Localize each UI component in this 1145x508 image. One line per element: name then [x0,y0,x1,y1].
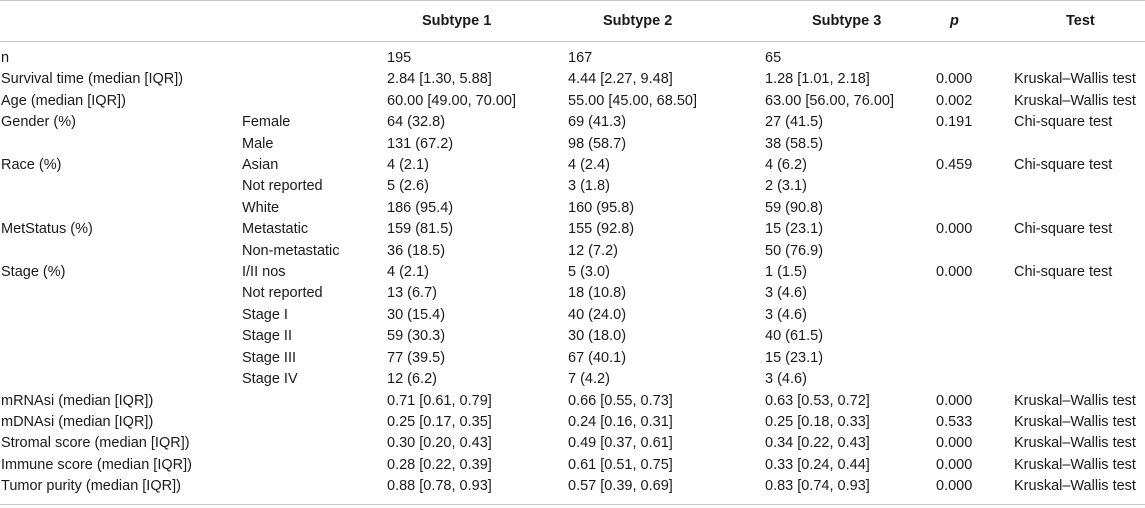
table-row [0,455,1145,476]
level-cell: Stage II [242,328,292,345]
level-cell [242,91,387,112]
variable-cell [0,326,242,347]
subtype-3-cell: 38 (58.5) [765,135,824,152]
p-value-cell [936,369,1014,390]
subtype-1-cell: 60.00 [49.00, 70.00] [387,92,516,109]
subtype-2-cell: 30 (18.0) [568,328,627,345]
subtype-1-cell: 64 (32.8) [387,114,446,131]
table-row [0,69,1145,90]
table-row [0,42,1145,70]
table-row [0,219,1145,240]
subtype-3-cell: 63.00 [56.00, 76.00] [765,92,894,109]
subtype-1-cell: 159 (81.5) [387,221,454,238]
table-row [0,433,1145,454]
subtype-2-cell: 0.66 [0.55, 0.73] [568,392,673,409]
table-row [0,155,1145,176]
level-cell [242,476,387,504]
level-cell: Metastatic [242,221,309,238]
p-value-cell: 0.000 [936,476,1014,504]
variable-cell [0,283,242,304]
test-cell: Kruskal–Wallis test [1014,392,1136,409]
variable-cell [0,369,242,390]
subtype-3-cell: 4 (6.2) [765,157,807,174]
table-row [0,112,1145,133]
table-header [0,1,1145,42]
subtype-2-cell: 7 (4.2) [568,371,610,388]
subtype-2-cell: 0.61 [0.51, 0.75] [568,456,673,473]
subtype-1-cell: 36 (18.5) [387,242,446,259]
table-row [0,305,1145,326]
subtype-3-cell: 15 (23.1) [765,221,824,238]
variable-cell: Stage (%) [1,264,66,281]
variable-cell: Stromal score (median [IQR]) [1,435,190,452]
subtype-2-cell: 98 (58.7) [568,135,627,152]
level-cell: Stage I [242,306,288,323]
level-cell: Female [242,114,291,131]
subtype-2-cell: 0.49 [0.37, 0.61] [568,435,673,452]
header-p-value: p [936,1,1014,42]
header-row [0,1,1145,42]
subtype-2-cell: 69 (41.3) [568,114,627,131]
variable-cell [0,305,242,326]
subtype-2-cell: 67 (40.1) [568,349,627,366]
variable-cell: Survival time (median [IQR]) [1,71,184,88]
subtype-2-cell: 155 (92.8) [568,221,635,238]
test-cell [1014,42,1145,70]
p-value-cell [936,283,1014,304]
subtype-1-cell: 13 (6.7) [387,285,437,302]
p-value-cell [936,198,1014,219]
p-value-cell [936,42,1014,70]
test-cell: Chi-square test [1014,157,1113,174]
p-value-cell [936,348,1014,369]
p-value-cell [936,326,1014,347]
test-cell [1014,134,1145,155]
level-cell: Non-metastatic [242,242,340,259]
variable-cell: n [1,50,10,66]
level-cell [242,69,387,90]
p-value-cell: 0.191 [936,114,973,131]
subtype-2-cell: 3 (1.8) [568,178,610,195]
level-cell: White [242,199,280,216]
variable-cell: Tumor purity (median [IQR]) [0,476,242,504]
subtype-2-cell: 55.00 [45.00, 68.50] [568,92,697,109]
subtype-3-cell: 3 (4.6) [765,371,807,388]
table-row [0,198,1145,219]
level-cell: Asian [242,157,279,174]
subtype-3-cell: 15 (23.1) [765,349,824,366]
test-cell: Kruskal–Wallis test [1014,435,1136,452]
test-cell: Kruskal–Wallis test [1014,71,1136,88]
table-row [0,91,1145,112]
subtype-1-cell: 77 (39.5) [387,349,446,366]
subtype-2-cell: 12 (7.2) [568,242,618,259]
variable-cell: MetStatus (%) [1,221,93,238]
subtype-3-cell: 3 (4.6) [765,306,807,323]
variable-cell: Race (%) [1,157,62,174]
p-value-cell: 0.000 [936,392,973,409]
test-cell [1014,198,1145,219]
p-value-cell: 0.000 [936,221,973,238]
subtype-1-cell: 0.25 [0.17, 0.35] [387,413,492,430]
test-cell: Kruskal–Wallis test [1014,92,1136,109]
header-test: Test [1014,1,1145,42]
p-value-cell: 0.002 [936,92,973,109]
subtype-3-cell: 59 (90.8) [765,199,824,216]
p-value-cell: 0.000 [936,71,973,88]
level-cell [242,433,387,454]
test-cell [1014,348,1145,369]
subtype-1-cell: 0.30 [0.20, 0.43] [387,435,492,452]
subtype-3-cell: 1 (1.5) [765,264,807,281]
table-row [0,369,1145,390]
test-cell [1014,283,1145,304]
level-cell: I/II nos [242,264,286,281]
test-cell [1014,241,1145,262]
variable-cell: Age (median [IQR]) [1,92,126,109]
subtype-1-cell: 4 (2.1) [387,264,429,281]
subtype-3-cell: 65 [765,50,782,66]
test-cell [1014,176,1145,197]
subtype-3-cell: 0.83 [0.74, 0.93] [765,476,936,504]
table-row [0,176,1145,197]
header-subtype-2: Subtype 2 [568,1,765,42]
subtype-2-cell: 4 (2.4) [568,157,610,174]
header-subtype-3: Subtype 3 [765,1,936,42]
table-row [0,326,1145,347]
subtype-1-cell: 0.71 [0.61, 0.79] [387,392,492,409]
table-body [0,42,1145,505]
subtype-1-cell: 4 (2.1) [387,157,429,174]
variable-cell [0,134,242,155]
level-cell: Not reported [242,285,323,302]
level-cell [242,455,387,476]
p-value-cell: 0.459 [936,157,973,174]
level-cell: Stage IV [242,371,298,388]
subtype-1-cell: 12 (6.2) [387,371,437,388]
header-level [242,1,387,42]
subtype-2-cell: 4.44 [2.27, 9.48] [568,71,673,88]
subtype-3-cell: 0.63 [0.53, 0.72] [765,392,870,409]
table-row [0,134,1145,155]
variable-cell: mDNAsi (median [IQR]) [1,413,154,430]
subtype-1-cell: 59 (30.3) [387,328,446,345]
level-cell: Not reported [242,178,323,195]
subtype-2-cell: 167 [568,50,593,66]
p-value-cell [936,305,1014,326]
p-value-cell [936,176,1014,197]
variable-cell: Gender (%) [1,114,76,131]
test-cell [1014,326,1145,347]
subtype-2-cell: 0.24 [0.16, 0.31] [568,413,673,430]
subtype-1-cell: 195 [387,50,412,66]
table-row [0,391,1145,412]
p-value-cell: 0.000 [936,264,973,281]
level-cell [242,412,387,433]
subtype-2-cell: 18 (10.8) [568,285,627,302]
subtype-1-cell: 5 (2.6) [387,178,429,195]
subtype-1-cell: 0.88 [0.78, 0.93] [387,476,568,504]
p-value-cell [936,134,1014,155]
subtype-2-cell: 40 (24.0) [568,306,627,323]
subtype-1-cell: 30 (15.4) [387,306,446,323]
subtype-3-cell: 0.34 [0.22, 0.43] [765,435,870,452]
level-cell [242,42,387,70]
subtype-3-cell: 2 (3.1) [765,178,807,195]
header-variable [0,1,242,42]
test-cell: Chi-square test [1014,221,1113,238]
subtype-1-cell: 186 (95.4) [387,199,454,216]
variable-cell [0,348,242,369]
variable-cell [0,241,242,262]
p-value-cell: 0.533 [936,413,973,430]
test-cell: Kruskal–Wallis test [1014,476,1145,504]
variable-cell [0,176,242,197]
test-cell: Chi-square test [1014,264,1113,281]
subtype-3-cell: 1.28 [1.01, 2.18] [765,71,870,88]
table-row [0,348,1145,369]
table-row [0,262,1145,283]
subtype-2-cell: 0.57 [0.39, 0.69] [568,476,765,504]
subtype-3-cell: 50 (76.9) [765,242,824,259]
variable-cell: mRNAsi (median [IQR]) [1,392,154,409]
subtype-3-cell: 3 (4.6) [765,285,807,302]
test-cell [1014,369,1145,390]
table-row [0,412,1145,433]
variable-cell: Immune score (median [IQR]) [1,456,192,473]
subtype-3-cell: 0.25 [0.18, 0.33] [765,413,870,430]
subtype-1-cell: 0.28 [0.22, 0.39] [387,456,492,473]
test-cell: Kruskal–Wallis test [1014,413,1136,430]
subtype-2-cell: 5 (3.0) [568,264,610,281]
subtype-1-cell: 2.84 [1.30, 5.88] [387,71,492,88]
subtype-3-cell: 27 (41.5) [765,114,824,131]
table-row [0,241,1145,262]
subtype-2-cell: 160 (95.8) [568,199,635,216]
variable-cell [0,198,242,219]
subtype-3-cell: 0.33 [0.24, 0.44] [765,456,870,473]
p-value-cell: 0.000 [936,456,973,473]
test-cell: Chi-square test [1014,114,1113,131]
p-value-cell [936,241,1014,262]
table-row [0,476,1145,504]
header-subtype-1: Subtype 1 [387,1,568,42]
test-cell: Kruskal–Wallis test [1014,456,1136,473]
level-cell [242,391,387,412]
subtype-3-cell: 40 (61.5) [765,328,824,345]
p-value-cell: 0.000 [936,435,973,452]
table-row [0,283,1145,304]
level-cell: Male [242,135,274,152]
test-cell [1014,305,1145,326]
subtype-1-cell: 131 (67.2) [387,135,454,152]
level-cell: Stage III [242,349,297,366]
